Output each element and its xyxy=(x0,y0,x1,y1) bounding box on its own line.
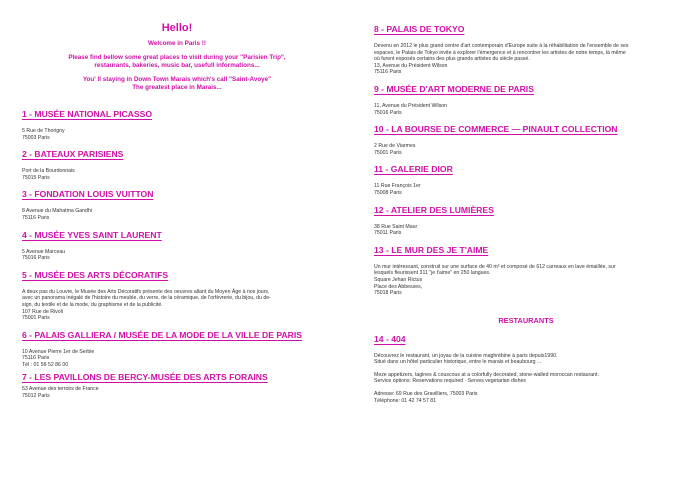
place-line: 75003 Paris xyxy=(22,134,50,141)
place-line: 13, Avenue du Président Wilson xyxy=(374,62,448,69)
place-title: 10 - LA BOURSE DE COMMERCE — PINAULT COLLECTION xyxy=(374,124,618,135)
restaurant-section xyxy=(374,334,678,405)
place-line: sign, du textile et de la mode, du graphisme et de la publicité. xyxy=(22,301,163,308)
place-title: 9 - MUSÉE D'ART MODERNE DE PARIS xyxy=(374,83,534,94)
place-section xyxy=(22,189,332,221)
welcome-line: Welcome in Paris !! xyxy=(148,40,206,47)
restaurant-line: Découvrez le restaurant, un joyau de la cuisine maghrébine à paris depuis1990. xyxy=(374,352,558,359)
place-details xyxy=(22,208,332,221)
place-line: 75011 Paris xyxy=(374,230,402,237)
restaurant-line: Service options: Reservations required · Serves vegetarian dishes xyxy=(374,378,526,385)
place-details xyxy=(22,168,332,181)
place-details xyxy=(22,249,332,262)
place-section xyxy=(374,245,678,297)
place-line: Port de la Bourdonnais xyxy=(22,168,75,175)
place-line: A deux pas du Louvre, le Musée des Arts Décoratifs présente des oeuvres allant du Moyen Âge à nos jours, xyxy=(22,288,270,295)
place-details xyxy=(374,183,678,196)
place-section xyxy=(22,149,332,181)
place-line: 53 Avenue des terroirs de France xyxy=(22,386,99,393)
place-line: 10 Avenue Pierre 1er de Serbie xyxy=(22,348,95,355)
place-line: 8 Avenue du Mahatma Gandhi xyxy=(22,208,92,215)
place-title: 12 - ATELIER DES LUMIÈRES xyxy=(374,204,494,215)
place-section xyxy=(374,205,678,237)
place-line: 75015 Paris xyxy=(22,174,50,181)
place-line: 75018 Paris xyxy=(374,290,402,297)
place-line: avec un panorama inégalé de l'histoire du meuble, du verre, de la céramique, de l'orfèvrerie, du bijou, du de- xyxy=(22,295,271,302)
place-line: 75001 Paris xyxy=(22,315,50,322)
place-line: 75116 Paris xyxy=(374,69,402,76)
right-page xyxy=(350,0,700,500)
restaurant-description xyxy=(374,353,678,366)
intro-line-1: Please find bellow some great places to visit during your "Parisien Trip", xyxy=(68,53,286,61)
restaurant-contact xyxy=(374,391,678,404)
place-section xyxy=(374,124,678,156)
place-line: où furent exposés certains des plus grands artistes du siècle passé. xyxy=(374,56,530,63)
place-line: Square Jehan Rictus xyxy=(374,276,423,283)
place-details xyxy=(374,264,678,297)
place-line: espaces, le Palais de Tokyo invite à explorer l'émergence et à rencontrer les artistes de notre temps, là même xyxy=(374,49,626,56)
place-title: 7 - LES PAVILLONS DE BERCY-MUSÉE DES ARTS FORAINS xyxy=(22,372,268,383)
place-details xyxy=(22,386,332,399)
place-line: 75016 Paris xyxy=(22,255,50,262)
place-title: 13 - LE MUR DES JE T'AIME xyxy=(374,244,489,255)
place-line: 75008 Paris xyxy=(374,189,402,196)
place-details xyxy=(374,224,678,237)
place-title: 1 - MUSÉE NATIONAL PICASSO xyxy=(22,108,153,119)
restaurant-line: Meze appetizers, tagines & couscous at a colorfully decorated, stone-walled moroccan restaurant. xyxy=(374,371,599,378)
place-line: 5 Avenue Marceau xyxy=(22,248,66,255)
hello-heading: Hello! xyxy=(161,22,193,34)
place-section xyxy=(22,230,332,262)
place-line: 75116 Paris xyxy=(22,355,50,362)
place-section xyxy=(374,24,678,76)
restaurant-address: Adresse: 69 Rue des Gravilliers, 75003 Paris xyxy=(374,391,478,398)
restaurant-services xyxy=(374,372,678,385)
place-line: lesquels fleurissent 311 "je t'aime" en 250 langues. xyxy=(374,270,491,277)
place-line: 2 Rue de Viarmes xyxy=(374,143,416,150)
place-line: Place des Abbesses, xyxy=(374,283,423,290)
place-title: 5 - MUSÉE DES ARTS DÉCORATIFS xyxy=(22,269,169,280)
place-title: 4 - MUSÉE YVES SAINT LAURENT xyxy=(22,229,162,240)
restaurants-heading: RESTAURANTS xyxy=(498,315,554,325)
restaurant-phone: Téléphone: 01 42 74 57 81 xyxy=(374,397,437,404)
place-section xyxy=(374,164,678,196)
place-title: 3 - FONDATION LOUIS VUITTON xyxy=(22,189,154,200)
place-line: 75012 Paris xyxy=(22,393,50,400)
intro-block xyxy=(22,22,332,93)
place-details xyxy=(374,103,678,116)
place-line: Tél : 01 56 52 86 00 xyxy=(22,361,69,368)
place-details xyxy=(22,349,332,369)
intro-line-2: restaurants, bakeries, music bar, usefull informations... xyxy=(94,62,260,70)
place-line: Devenu en 2012 le plus grand centre d'art contemporain d'Europe suite à la réhabilitation de l'ensemble de ses xyxy=(374,43,629,49)
place-title: 11 - GALERIE DIOR xyxy=(374,164,453,175)
place-line: 75016 Paris xyxy=(374,109,402,116)
restaurant-line: Situé dans un hôtel particulier historique, entre le marais et beaubourg ... xyxy=(374,359,542,366)
place-line: 5 Rue de Thorigny xyxy=(22,127,65,134)
place-section xyxy=(22,109,332,141)
intro-line-3: You' ll staying in Down Town Marais which's call "Saint-Avoye" xyxy=(82,75,272,83)
place-details xyxy=(374,143,678,156)
place-section xyxy=(374,84,678,116)
place-line: 107 Rue de Rivoli xyxy=(22,308,63,315)
place-line: Un mur intéressant, construit sur une surface de 40 m² et composé de 612 carreaux en lave émaillée, sur xyxy=(374,263,616,270)
intro-line-4: The greatest place in Marais... xyxy=(132,84,222,92)
place-line: 75116 Paris xyxy=(22,214,50,221)
place-title: 6 - PALAIS GALLIERA / MUSÉE DE LA MODE DE LA VILLE DE PARIS xyxy=(22,329,302,340)
place-details xyxy=(22,289,332,322)
place-line: 11, Avenue du Président Wilson xyxy=(374,102,448,109)
place-section xyxy=(22,372,332,399)
restaurant-title: 14 - 404 xyxy=(374,333,406,344)
place-details xyxy=(374,43,678,76)
place-line: 11 Rue François 1er xyxy=(374,183,421,190)
place-section xyxy=(22,330,332,369)
place-line: 75001 Paris xyxy=(374,149,402,156)
place-section xyxy=(22,270,332,322)
place-details xyxy=(22,128,332,141)
place-title: 2 - BATEAUX PARISIENS xyxy=(22,149,124,160)
place-title: 8 - PALAIS DE TOKYO xyxy=(374,24,465,34)
place-line: 38 Rue Saint Maur xyxy=(374,223,418,230)
